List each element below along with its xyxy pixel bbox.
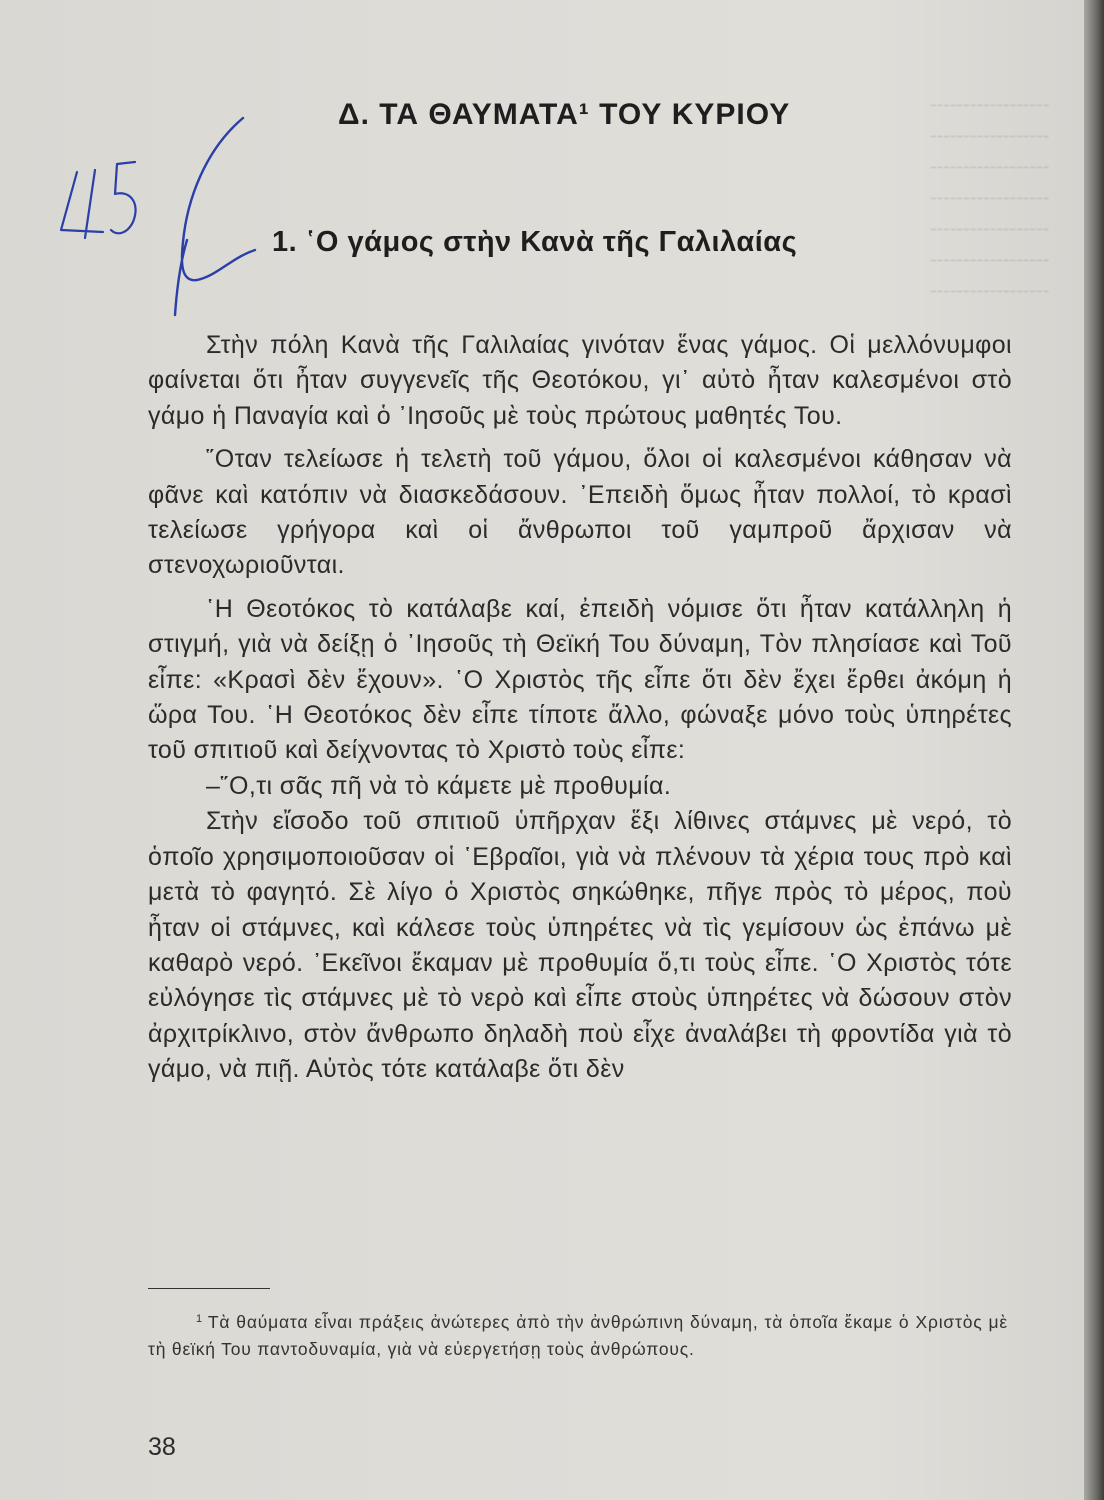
body-text: [148, 328, 1012, 1088]
paragraph-1: Στὴν πόλη Κανὰ τῆς Γαλιλαίας γινόταν ἕνας γάμος. Οἱ μελλόνυμφοι φαίνεται ὅτι ἦταν συγγενεῖς τῆς Θεοτόκου, γι᾿ αὐτὸ ἦταν καλεσμένοι στὸ γάμο ἡ Παναγία καὶ ὁ ᾿Ιησοῦς μὲ τοὺς πρώτους μαθητές Του.: [148, 331, 1012, 430]
paragraph-2: ῞Οταν τελείωσε ἡ τελετὴ τοῦ γάμου, ὅλοι οἱ καλεσμένοι κάθησαν νὰ φᾶνε καὶ κατόπιν νὰ διασκεδάσουν. ᾿Επειδὴ ὅμως ἦταν πολλοί, τὸ κρασὶ τελείωσε γρήγορα καὶ οἱ ἄνθρωποι τοῦ γαμπροῦ ἄρχισαν νὰ στενοχωριοῦνται.: [148, 445, 1012, 580]
handwritten-digit-5: [111, 162, 136, 233]
footnote-marker: 1: [196, 1313, 203, 1325]
paragraph-4-dialogue: –῞Ο,τι σᾶς πῆ νὰ τὸ κάμετε μὲ προθυμία.: [206, 771, 672, 800]
footnote: [148, 1306, 1008, 1363]
paragraph-3: ῾Η Θεοτόκος τὸ κατάλαβε καί, ἐπειδὴ νόμισε ὅτι ἦταν κατάλληλη ἡ στιγμή, γιὰ νὰ δείξῃ ὁ ᾿Ιησοῦς τὴ Θεϊκή Του δύναμη, Τὸν πλησίασε καὶ Τοῦ εἶπε: «Κρασὶ δὲν ἔχουν». ῾Ο Χριστὸς τῆς εἶπε ὅτι δὲν ἔχει ἔρθει ἀκόμη ἡ ὥρα Του. ῾Η Θεοτόκος δὲν εἶπε τίποτε ἄλλο, φώναξε μόνο τοὺς ὑπηρέτες τοῦ σπιτιοῦ καὶ δείχνοντας τὸ Χριστὸ τοὺς εἶπε:: [148, 594, 1012, 765]
footnote-rule: [148, 1288, 270, 1289]
footnote-text: Τὰ θαύματα εἶναι πράξεις ἀνώτερες ἀπὸ τὴν ἀνθρώπινη δύναμη, τὰ ὁποῖα ἔκαμε ὁ Χριστὸς μὲ τὴ θεϊκή Του παντοδυναμία, γιὰ νὰ εὐεργετήσῃ τοὺς ἀνθρώπους.: [148, 1312, 1008, 1359]
section-title: 1. ῾Ο γάμος στὴν Κανὰ τῆς Γαλιλαίας: [272, 226, 798, 258]
handwritten-annotation: [55, 110, 255, 320]
page-edge-shadow: [1084, 0, 1104, 1500]
page-number: 38: [148, 1433, 176, 1461]
chapter-title: Δ. ΤΑ ΘΑΥΜΑΤΑ¹ ΤΟΥ ΚΥΡΙΟΥ: [338, 98, 791, 131]
handwritten-signature-stroke: [175, 118, 255, 315]
handwritten-digit-4: [61, 170, 103, 238]
paragraph-5: Στὴν εἴσοδο τοῦ σπιτιοῦ ὑπῆρχαν ἕξι λίθινες στάμνες μὲ νερό, τὸ ὁποῖο χρησιμοποιοῦσαν οἱ ῾Εβραῖοι, γιὰ νὰ πλένουν τὰ χέρια τους πρὸ καὶ μετὰ τὸ φαγητό. Σὲ λίγο ὁ Χριστὸς σηκώθηκε, πῆγε πρὸς τὸ μέρος, ποὺ ἦταν οἱ στάμνες, καὶ κάλεσε τοὺς ὑπηρέτες νὰ τὶς γεμίσουν ὡς ἐπάνω μὲ καθαρὸ νερό. ᾿Εκεῖνοι ἔκαμαν μὲ προθυμία ὅ,τι τοὺς εἶπε. ῾Ο Χριστὸς τότε εὐλόγησε τὶς στάμνες μὲ τὸ νερὸ καὶ εἶπε στοὺς ὑπηρέτες νὰ δώσουν στὸν ἀρχιτρίκλινο, στὸν ἄνθρωπο δηλαδὴ ποὺ εἶχε ἀναλάβει τὴ φροντίδα γιὰ τὸ γάμο, νὰ πιῇ. Αὐτὸς τότε κατάλαβε ὅτι δὲν: [148, 807, 1012, 1084]
show-through-text: ╌╌╌╌╌╌╌╌╌ ╌╌╌╌╌╌╌╌╌ ╌╌╌╌╌╌╌╌╌ ╌╌╌╌╌╌╌╌╌ ╌╌╌╌╌╌╌╌╌ ╌╌╌╌╌╌╌╌╌ ╌╌╌╌╌╌╌╌╌: [930, 93, 1050, 304]
